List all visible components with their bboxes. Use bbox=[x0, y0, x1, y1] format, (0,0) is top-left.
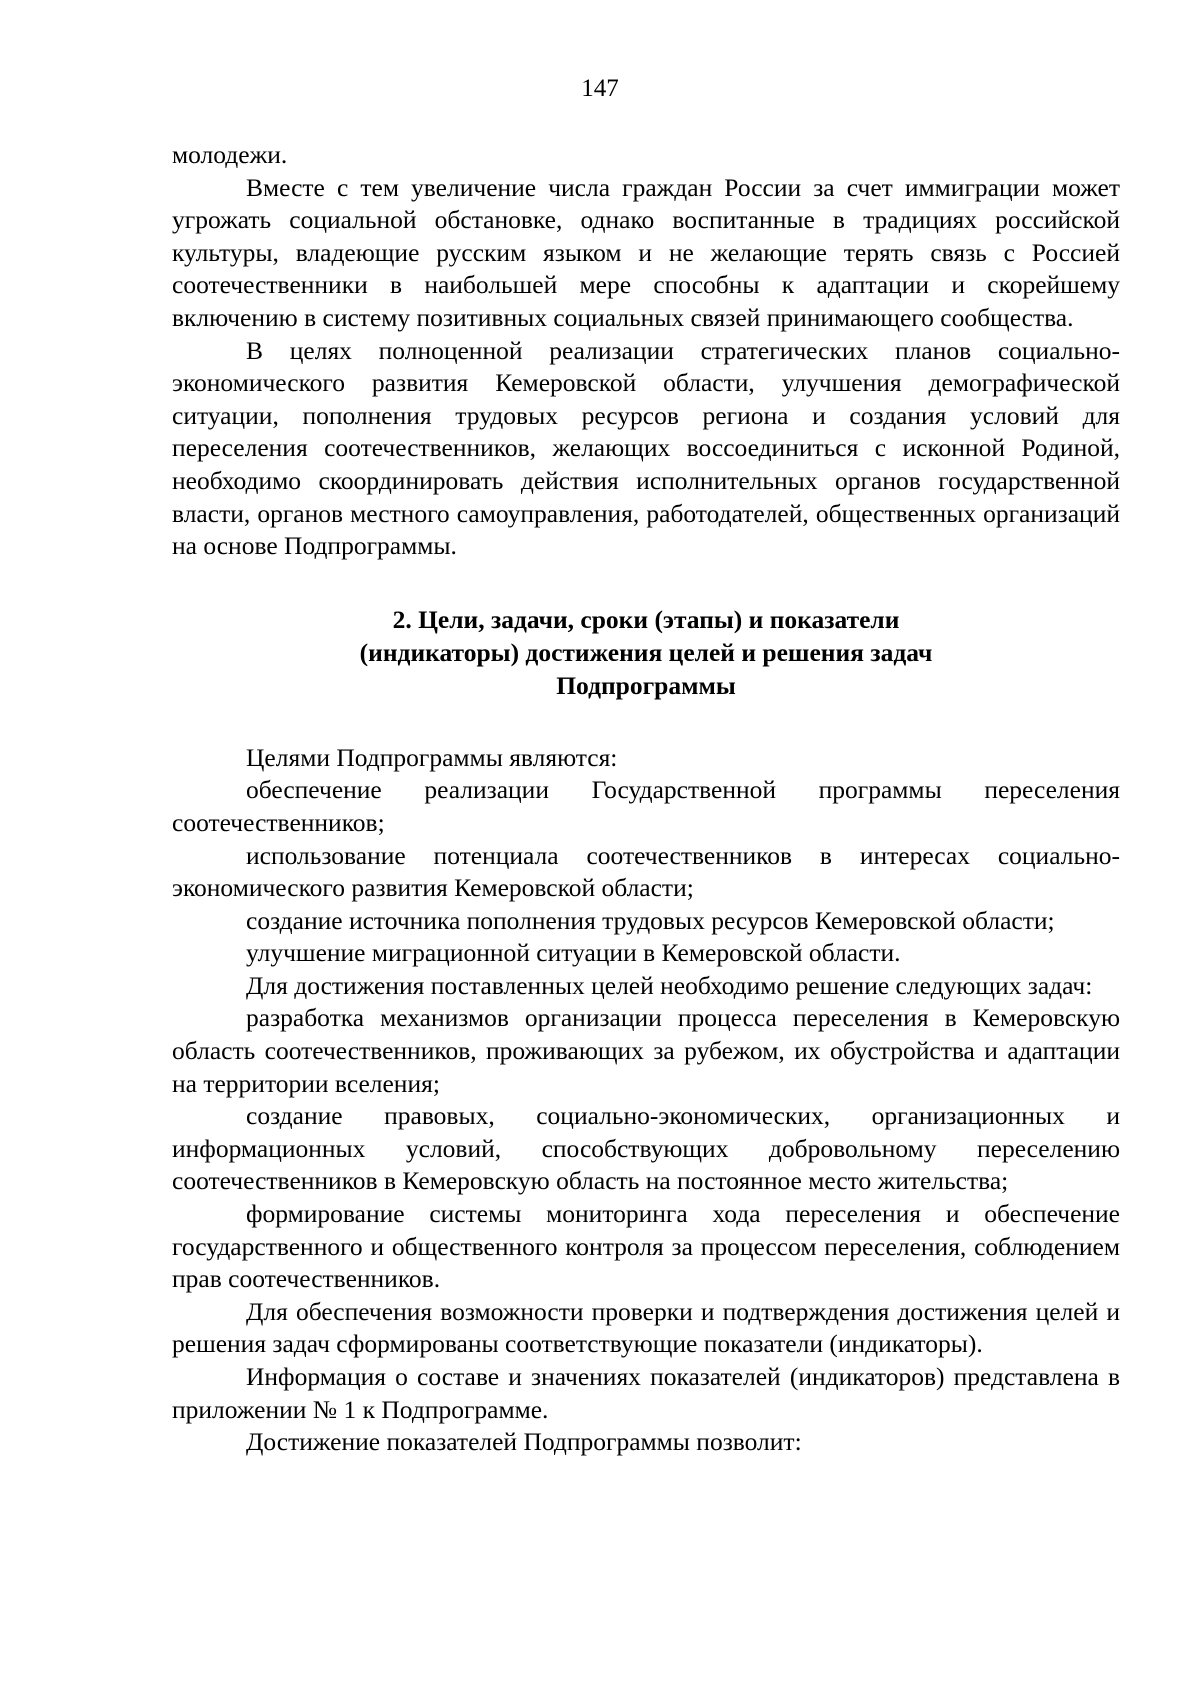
paragraph: улучшение миграционной ситуации в Кемеровской области. bbox=[246, 938, 901, 968]
paragraph: обеспечение реализации Государственной программы переселения соотечественников; bbox=[172, 775, 1120, 837]
section-heading-line: 2. Цели, задачи, сроки (этапы) и показатели bbox=[392, 604, 900, 634]
paragraph: Целями Подпрограммы являются: bbox=[246, 742, 618, 772]
paragraph: Вместе с тем увеличение числа граждан России за счет иммиграции может угрожать социальной обстановке, однако воспитанные в традициях российской культуры, владеющие русским языком и не желающие терять связь с Россией соотечественники в наибольшей мере способны к адаптации и скорейшему включению в систему позитивных социальных связей принимающего сообщества. bbox=[172, 172, 1120, 332]
section-heading bbox=[172, 603, 1120, 702]
page-number: 147 bbox=[581, 75, 619, 102]
paragraph: молодежи. bbox=[172, 140, 288, 169]
paragraph: Для достижения поставленных целей необходимо решение следующих задач: bbox=[246, 970, 1093, 1000]
paragraph: В целях полноценной реализации стратегических планов социально-экономического развития Кемеровской области, улучшения демографической ситуации, пополнения трудовых ресурсов региона и создания условий для переселения соотечественников, желающих воссоединиться с исконной Родиной, необходимо скоординировать действия исполнительных органов государственной власти, органов местного самоуправления, работодателей, общественных организаций на основе Подпрограммы. bbox=[172, 335, 1120, 561]
paragraph: Достижение показателей Подпрограммы позволит: bbox=[246, 1427, 802, 1457]
paragraph: разработка механизмов организации процесса переселения в Кемеровскую область соотечественников, проживающих за рубежом, их обустройства и адаптации на территории вселения; bbox=[172, 1003, 1120, 1098]
paragraph: использование потенциала соотечественников в интересах социально-экономического развития Кемеровской области; bbox=[172, 840, 1120, 903]
paragraph: формирование системы мониторинга хода переселения и обеспечение государственного и общественного контроля за процессом переселения, соблюдением прав соотечественников. bbox=[172, 1199, 1120, 1294]
paragraph: создание источника пополнения трудовых ресурсов Кемеровской области; bbox=[246, 905, 1055, 935]
paragraph: создание правовых, социально-экономических, организационных и информационных условий, способствующих добровольному переселению соотечественников в Кемеровскую область на постоянное место жительства; bbox=[172, 1101, 1120, 1196]
paragraph: Для обеспечения возможности проверки и подтверждения достижения целей и решения задач сформированы соответствующие показатели (индикаторы). bbox=[172, 1296, 1120, 1359]
paragraph: Информация о составе и значениях показателей (индикаторов) представлена в приложении № 1 к Подпрограмме. bbox=[172, 1362, 1120, 1424]
section-heading-line: Подпрограммы bbox=[556, 670, 736, 700]
section-heading-line: (индикаторы) достижения целей и решения задач bbox=[359, 637, 933, 667]
document-body bbox=[172, 139, 1120, 1459]
